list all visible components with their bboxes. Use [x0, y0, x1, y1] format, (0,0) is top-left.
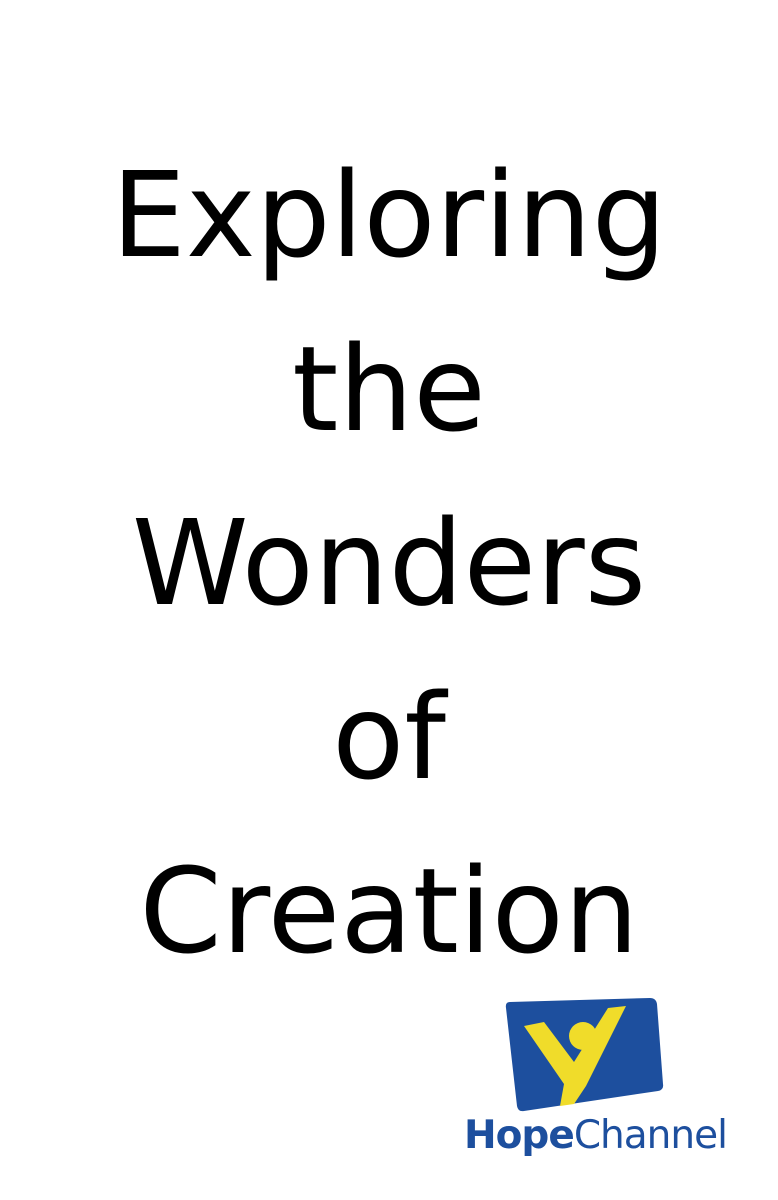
logo-wordmark — [464, 1112, 727, 1160]
emblem-figure-head — [569, 1022, 597, 1050]
page-title — [0, 128, 778, 998]
logo-word-channel: Channel — [573, 1113, 727, 1158]
logo-word-hope: Hope — [464, 1113, 574, 1158]
title-line-2: the — [292, 320, 486, 458]
hope-channel-logo — [462, 998, 727, 1168]
title-line-3: Wonders — [131, 494, 647, 632]
title-line-1: Exploring — [111, 146, 667, 284]
hope-channel-emblem-icon — [504, 998, 664, 1112]
title-line-5: Creation — [139, 842, 639, 980]
title-line-4: of — [332, 668, 446, 806]
